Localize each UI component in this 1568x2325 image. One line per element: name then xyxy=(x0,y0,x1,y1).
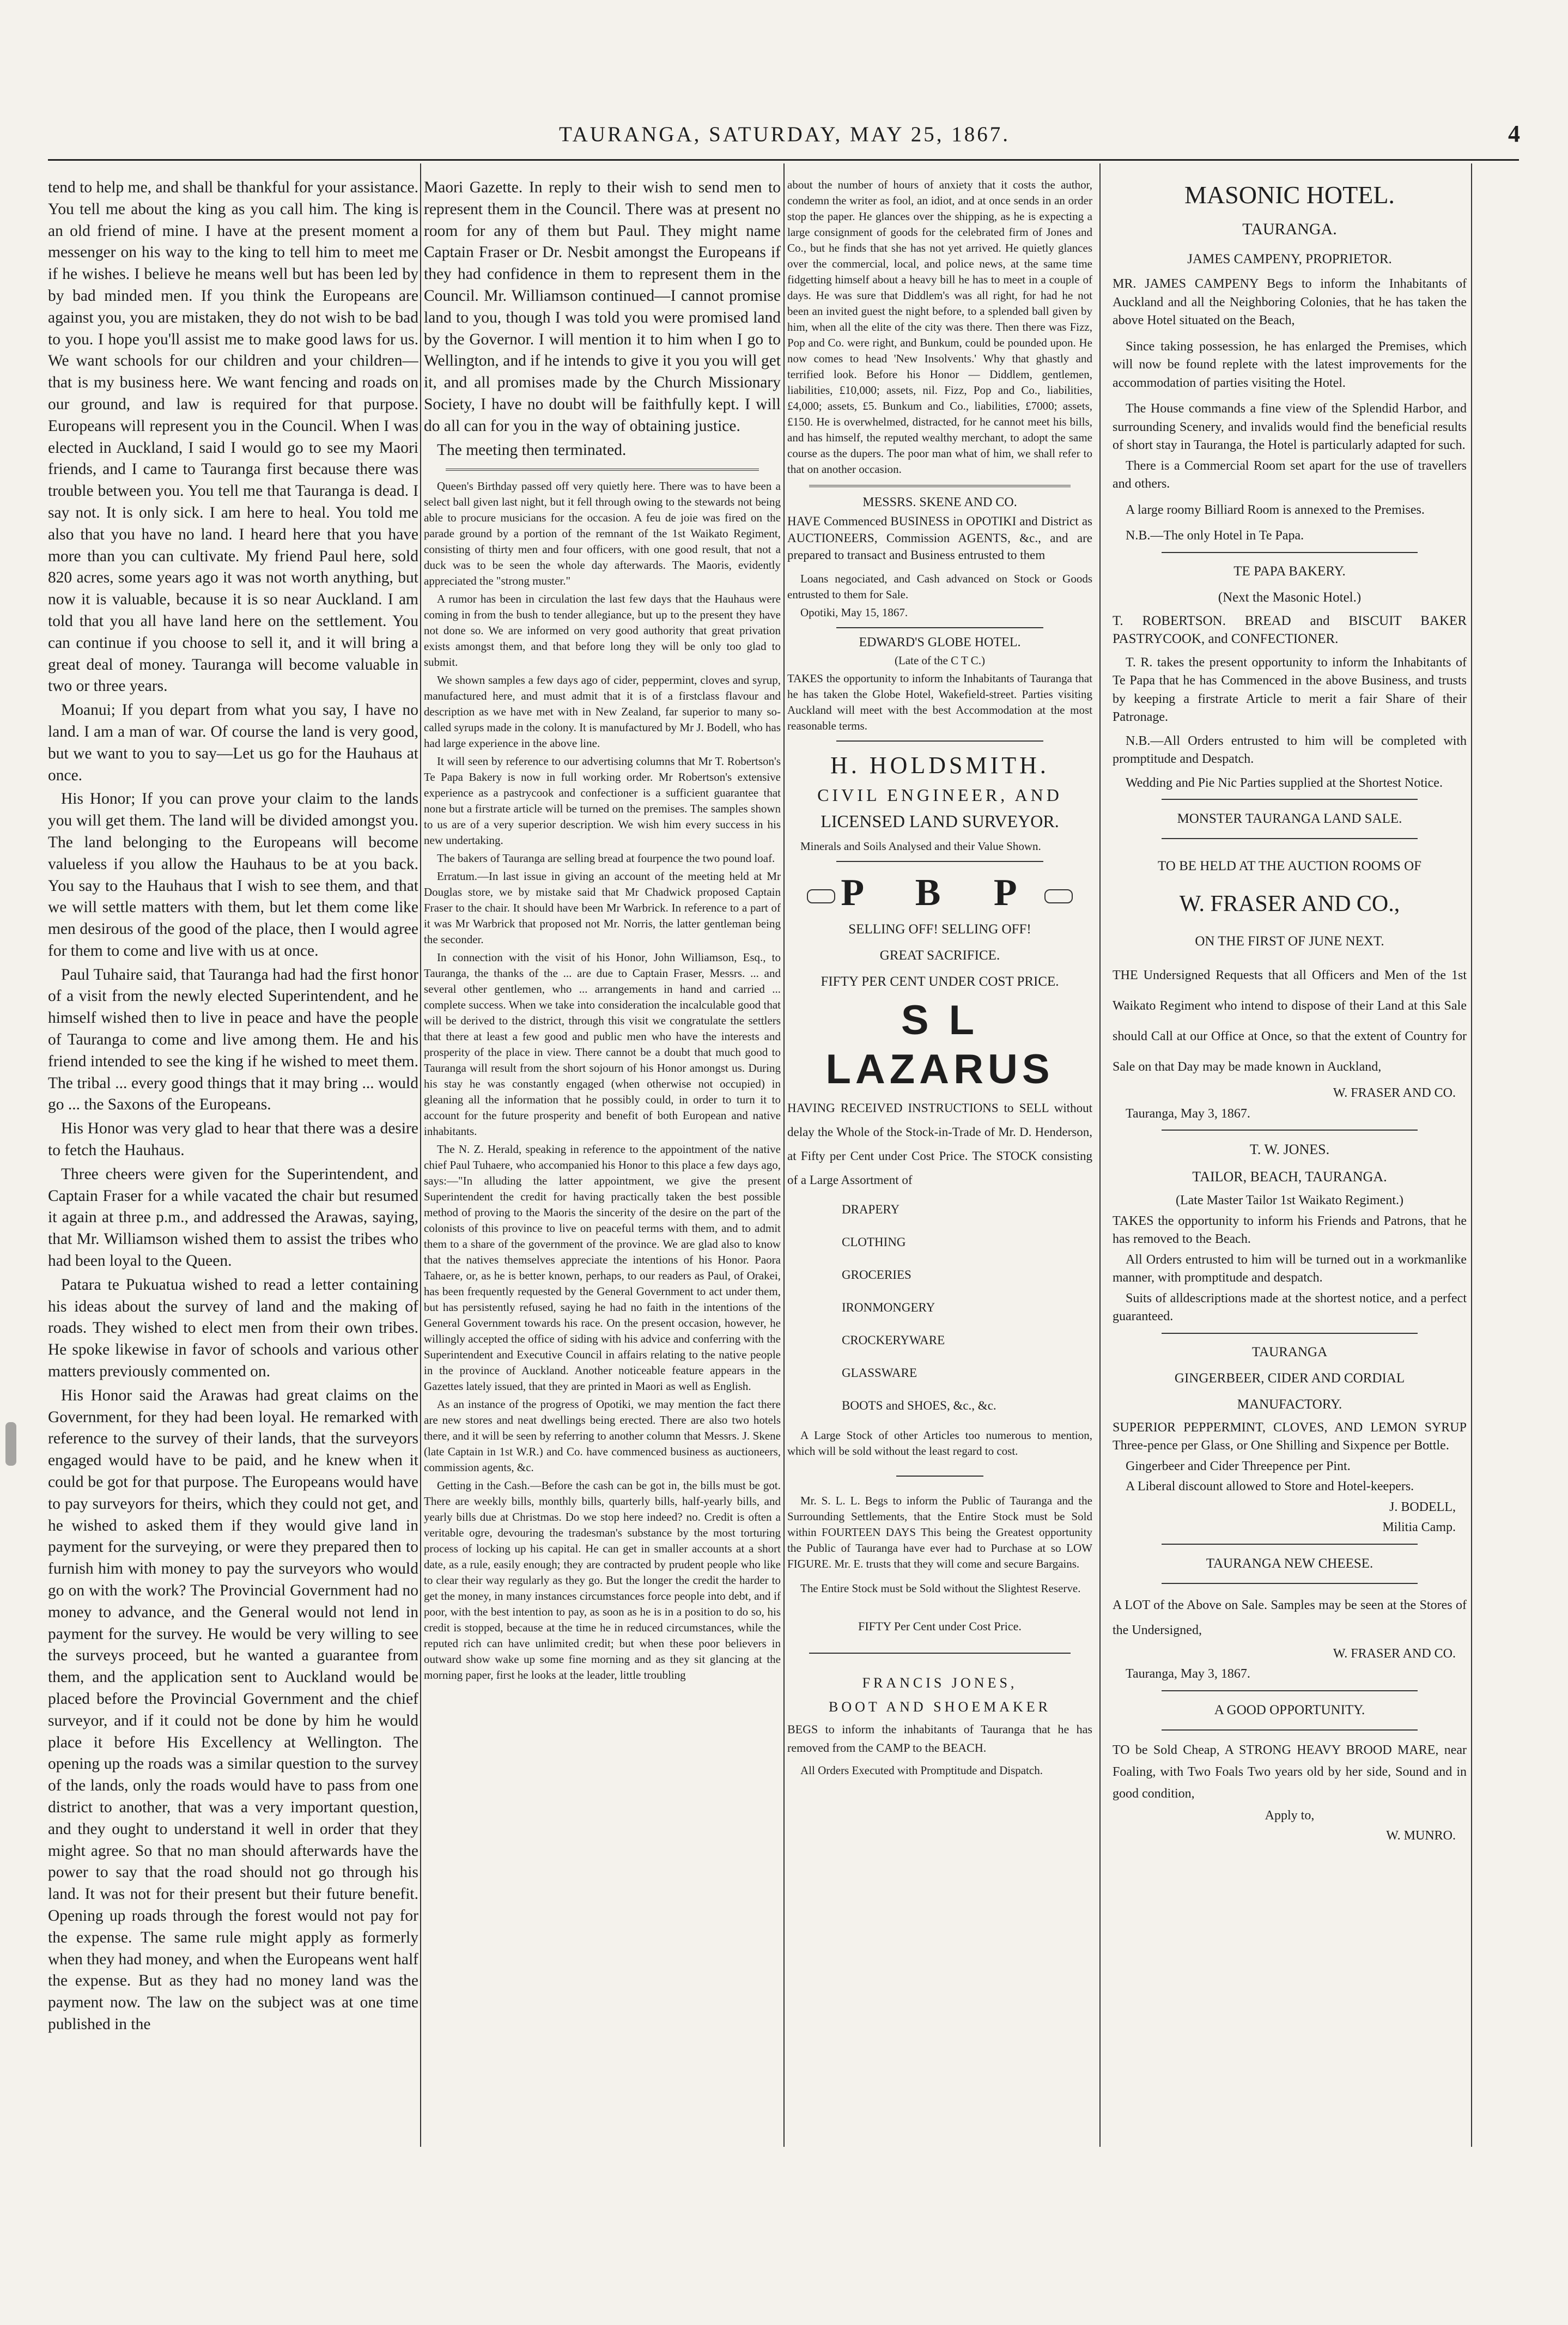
ad-body: All Orders entrusted to him will be turned out in a workmanlike manner, with promptitude and despatch. xyxy=(1113,1252,1467,1285)
ad-heading: W. FRASER AND CO., xyxy=(1179,891,1400,916)
ad-heading: TAURANGA NEW CHEESE. xyxy=(1206,1556,1373,1571)
ad-body: The House commands a fine view of the Splendid Harbor, and surrounding Scenery, and invalids would find the beneficial results of short stay in Tauranga, the Hotel is particularly adapted for such. xyxy=(1113,402,1467,452)
ad-heading: TAURANGA xyxy=(1251,1344,1328,1359)
ad-body: FIFTY Per Cent under Cost Price. xyxy=(858,1619,1022,1633)
section-rule xyxy=(446,469,759,471)
masthead-title: TAURANGA, SATURDAY, MAY 25, 1867. xyxy=(558,123,1011,146)
news-paragraph: As an instance of the progress of Opotiki, we may mention the fact there are new stores and neat dwellings being erected. There are also two hotels there, and it will be seen by referring to another column that Messrs. J. Skene (late Captain in 1st W.R.) and Co. have commenced business as auctioneers, commission agents, &c. xyxy=(424,1398,781,1474)
page-header xyxy=(38,122,1531,155)
ad-rule xyxy=(1162,1130,1418,1131)
ad-body: T. R. takes the present opportunity to inform the Inhabitants of Te Papa that he has Commenced in the above Business, and trusts by keeping a firstrate Article to merit a fair Share of their Patronage. xyxy=(1113,655,1467,724)
news-paragraph: We shown samples a few days ago of cider, peppermint, cloves and syrup, manufactured here, and must admit that it is of a firstclass flavour and description as we have met with in New Zealand, far superior to many so-called syrups made in the colony. It is manufactured by Mr J. Bodell, who has had large experience in the above line. xyxy=(424,673,781,750)
ad-body: A Large Stock of other Articles too numerous to mention, which will be sold without the least regard to cost. xyxy=(787,1429,1092,1458)
ad-rule xyxy=(1162,1544,1418,1545)
ad-signature: W. FRASER AND CO. xyxy=(1333,1646,1456,1661)
news-paragraph: about the number of hours of anxiety that it costs the author, condemn the writer as fool, an idiot, and at once sends in an order stop the paper. He glances over the shipping, as he is expecting a large consignment of goods for the celebrated firm of Jones and Co., but he finds that she has not yet arrived. He quietly glances over the commercial, local, and police news, at the same time fidgetting himself about a heavy bill he has to meet in a couple of days. He was sure that Diddlem's was all right, for had he not been an invited guest the night before, to a splended ball given by him, when all the elite of the city was there. Then there was Fizz, Pop and Co. were right, and Bunkum, could be pounded upon. He now comes to head 'New Insolvents.' Why that ghastly and terrified look. Before his Honor — Diddlem, gentlemen, liabilities, £10,000; assets, nil. Fizz, Pop and Co., liabilities, £4,000; assets, £5. Bunkum and Co., liabilities, £7000; assets, £150. He is overwhelmed, distracted, for he cannot meet his bills, and has himself, the reputed wealthy merchant, to adopt the same course as the dupers. The poor man what of him, we shall refer to that on another occasion. xyxy=(787,178,1092,476)
list-item: IRONMONGERY xyxy=(842,1301,935,1314)
ad-body: N.B.—The only Hotel in Te Papa. xyxy=(1126,529,1304,543)
ad-subheading: BOOT AND SHOEMAKER xyxy=(829,1699,1051,1715)
ad-subheading: TAILOR, BEACH, TAURANGA. xyxy=(1192,1169,1387,1185)
list-item: CLOTHING xyxy=(842,1235,906,1249)
ad-subheading: GREAT SACRIFICE. xyxy=(879,948,1000,963)
ad-signature: J. BODELL, xyxy=(1389,1500,1456,1514)
column-1 xyxy=(48,177,418,2150)
ad-subheading: SELLING OFF! SELLING OFF! xyxy=(848,922,1031,937)
ad-subheading: LICENSED LAND SURVEYOR. xyxy=(821,811,1059,831)
ad-rule xyxy=(836,861,1043,862)
ad-body: T. ROBERTSON. BREAD and BISCUIT BAKER PASTRYCOOK, and CONFECTIONER. xyxy=(1113,613,1467,646)
ad-body: Since taking possession, he has enlarged the Premises, which will now be found replete with the latest improvements for the accommodation of parties visiting the Hotel. xyxy=(1113,339,1467,390)
ad-body: All Orders Executed with Promptitude and Dispatch. xyxy=(800,1764,1043,1777)
ad-rule xyxy=(1162,552,1418,553)
ad-rule xyxy=(896,1476,983,1477)
news-paragraph: The bakers of Tauranga are selling bread at fourpence the two pound loaf. xyxy=(437,852,775,865)
news-paragraph: Queen's Birthday passed off very quietly here. There was to have been a select ball given last night, but it fell through owing to the stewards not being able to procure musicians for the occasion. A feu de joie was fired on the parade ground by a portion of the remnant of the 1st Waikato Regiment, consisting of thirty men and four officers, with one good result, that not a duck was to be seen the whole day afterwards. The Maoris, evidently appreciated the "strong muster." xyxy=(424,479,781,588)
ad-body: MR. JAMES CAMPENY Begs to inform the Inhabitants of Auckland and all the Neighboring Colonies, that he has taken the above Hotel situated on the Beach, xyxy=(1113,277,1467,327)
article-paragraph: Maori Gazette. In reply to their wish to send men to represent them in the Council. There was at present no room for any of them but Paul. They might name Captain Fraser or Dr. Nesbit amongst the Europeans if they had confidence in them to represent them in the Council. Mr. Williamson continued—I cannot promise land to you, though I was told you were promised land by the Governor. I will mention it to him when I go to Wellington, and if he intends to give it you you will get it, and all promises made by the Church Missionary Society, I have no doubt will be faithfully kept. I will do all can for you in the way of obtaining justice. xyxy=(424,179,781,435)
ad-date: Tauranga, May 3, 1867. xyxy=(1126,1106,1250,1121)
pbp-banner xyxy=(787,869,1092,918)
column-divider xyxy=(783,163,785,2147)
ad-signature: W. FRASER AND CO. xyxy=(1333,1086,1456,1100)
ad-heading: EDWARD'S GLOBE HOTEL. xyxy=(859,635,1021,649)
ad-rule xyxy=(1162,1333,1418,1334)
column-4 xyxy=(1113,177,1467,2150)
local-news xyxy=(424,478,781,1683)
ad-rule xyxy=(1162,799,1418,800)
ad-body: Wedding and Pie Nic Parties supplied at the Shortest Notice. xyxy=(1126,775,1443,790)
page-number: 4 xyxy=(1508,120,1520,147)
ad-signature: Militia Camp. xyxy=(1382,1520,1456,1534)
margin-stain xyxy=(5,1422,16,1466)
ad-date: Opotiki, May 15, 1867. xyxy=(800,606,908,619)
list-item: GROCERIES xyxy=(842,1268,911,1282)
pbp-title: P B P xyxy=(841,872,1039,914)
ad-subheading: TAURANGA. xyxy=(1242,220,1337,238)
ad-heading: T. W. JONES. xyxy=(1249,1142,1330,1157)
ad-rule xyxy=(1162,1729,1418,1731)
ad-body: A large roomy Billiard Room is annexed to the Premises. xyxy=(1126,502,1425,517)
article-paragraph: tend to help me, and shall be thankful for your assistance. You tell me about the king as you call him. The king is an old friend of mine. I have at the present moment a messenger on his way to the king to tell him to meet me if he wishes. I believe he means well but has been led by by bad minded men. If you think the Europeans are against you, you are mistaken, they do not wish to be bad to you. I hope you'll assist me to make good laws for us. We want schools for our children and your children—that is my business here. We want fencing and roads on our ground, and law is required for that purpose. Europeans will represent you in the Council. When I was elected in Auckland, I said I would go to see my Maori friends, and I came to Tauranga first because there was trouble between you. You tell me that Tauranga is dead. I say not. It is only sick. I am here to heal. You told me also that you have no land. I heard here that you have more than you can cultivate. My friend Paul here, sold 820 acres, some years ago it was not worth anything, but now it is valuable, because it is so near Auckland. I am told that you all have land here on the settlement. You can continue if you choose to sell it, and it will bring a great deal of money. Tauranga will become valuable in two or three years. xyxy=(48,179,418,695)
ad-body: Loans negociated, and Cash advanced on Stock or Goods entrusted to them for Sale. xyxy=(787,572,1092,601)
ad-body: N.B.—All Orders entrusted to him will be completed with promptitude and Despatch. xyxy=(1113,733,1467,766)
column-divider xyxy=(420,163,421,2147)
ad-rule xyxy=(809,1653,1071,1654)
ad-body: Mr. S. L. L. Begs to inform the Public of Tauranga and the Surrounding Settlements, that the Entire Stock must be Sold within FOURTEEN DAYS This being the Greatest opportunity the Public of Tauranga have ever had to Purchase at so LOW FIGURE. Mr. E. trusts that they will come and secure Bargains. xyxy=(787,1494,1092,1570)
ad-subheading: CIVIL ENGINEER, AND xyxy=(817,785,1062,805)
ad-date: Tauranga, May 3, 1867. xyxy=(1126,1667,1250,1681)
list-item: CROCKERYWARE xyxy=(842,1333,945,1347)
ad-rule xyxy=(1162,1583,1418,1584)
ad-subheading: (Late Master Tailor 1st Waikato Regiment.) xyxy=(1175,1193,1404,1207)
ad-body: BEGS to inform the inhabitants of Tauranga that he has removed from the CAMP to the BEACH. xyxy=(787,1722,1092,1755)
ad-body: The Entire Stock must be Sold without the Slightest Reserve. xyxy=(800,1582,1081,1595)
ad-signature: W. MUNRO. xyxy=(1386,1829,1456,1843)
ad-body: Minerals and Soils Analysed and their Value Shown. xyxy=(800,840,1041,853)
ad-heading: MASONIC HOTEL. xyxy=(1184,181,1395,209)
ad-rule xyxy=(1162,838,1418,839)
ad-subheading: GINGERBEER, CIDER AND CORDIAL xyxy=(1174,1370,1405,1386)
goods-list xyxy=(787,1194,1092,1421)
ad-subheading: JAMES CAMPENY, PROPRIETOR. xyxy=(1187,252,1392,266)
ad-body: TO be Sold Cheap, A STRONG HEAVY BROOD MARE, near Foaling, with Two Foals Two years old by her side, Sound and in good condition, xyxy=(1113,1743,1467,1801)
article-paragraph: His Honor said the Arawas had great claims on the Government, for they had been loyal. He remarked with reference to the survey of their lands, that the surveyors engaged would have to be paid, and he knew when it could be got for that purpose. The Europeans would have to pay surveyors for theirs, which they could not get, and he wished to asked them if they would give land in payment for the surveying, or were they prepared then to furnish him with money to pay the surveyors who would go on with the work? The Provincial Government had no money to advance, and the General would not lend in payment for the survey. He would be very willing to see the surveys proceed, but he wanted a guarantee from them, and the application sent to Auckland would be placed before the Provincial Government and the chief surveyor, and if it could not be done by him he would place it before His Excellency at Wellington. The opening up the roads was a similar question to the survey of the lands, only the roads would have to pass from one district to another, that was a very important question, and they ought to understand it well in order that they might agree. So that no man should afterwards have the power to say that the road should not go through his land. It was not for their present but their future benefit. Opening up roads through the forest would not pay for the expense. The same rule might apply as formerly when they had money, and when the Europeans went half the expense. But as they had no money land was the payment now. The law on the subject was at one time published in the xyxy=(48,1386,418,2033)
article-paragraph: Three cheers were given for the Superintendent, and Captain Fraser for a while vacated the chair but resumed it again at three p.m., and addressed the Arawas, saying, that Mr. Williamson wished them to assist the tribes who had been loyal to the Queen. xyxy=(48,1165,418,1270)
article-paragraph: His Honor; If you can prove your claim to the lands you will get them. The land will be divided amongst you. The land belonging to the Europeans will become valueless if you allow the Hauhaus to be at you back. You say to the Hauhaus that I wish to see them, and that we will settle matters with them, but let them come like men desirous of the good of the place, then I would agree for them to come and live with us at once. xyxy=(48,790,418,960)
article-paragraph: His Honor was very glad to hear that there was a desire to fetch the Hauhaus. xyxy=(48,1120,418,1160)
section-rule xyxy=(809,485,1071,487)
pointing-hand-icon xyxy=(1044,889,1073,903)
list-item: GLASSWARE xyxy=(842,1366,917,1380)
article-paragraph: Paul Tuhaire said, that Tauranga had had the first honor of a visit from the newly elected Superintendent, and he himself wished then to live in peace and have the people of Tauranga to come and live among them. He and his friend intended to see the king if he wished to meet them. The tribal ... every good things that it may bring ... would go ... the Saxons of the Europeans. xyxy=(48,966,418,1114)
ad-heading: TE PAPA BAKERY. xyxy=(1233,563,1346,579)
pointing-hand-icon xyxy=(807,889,835,903)
ad-subheading: FIFTY PER CENT UNDER COST PRICE. xyxy=(821,974,1059,989)
ad-body: HAVING RECEIVED INSTRUCTIONS to SELL without delay the Whole of the Stock-in-Trade of Mr. D. Henderson, at Fifty per Cent under Cost Price. The STOCK consisting of a Large Assortment of xyxy=(787,1101,1092,1187)
ad-heading: FRANCIS JONES, xyxy=(862,1675,1018,1691)
ad-body: Suits of alldescriptions made at the shortest notice, and a perfect guaranteed. xyxy=(1113,1291,1467,1324)
ad-heading: S L LAZARUS xyxy=(825,997,1054,1092)
column-divider xyxy=(1471,163,1472,2147)
header-rule xyxy=(48,159,1519,161)
ad-heading: MESSRS. SKENE AND CO. xyxy=(862,495,1017,509)
ad-rule xyxy=(836,740,1043,742)
news-paragraph: It will seen by reference to our advertising columns that Mr T. Robertson's Te Papa Bakery is now in full working order. Mr Robertson's extensive experience as a pastrycook and confectioner is a sufficient guarantee that none but a firstrate article will be turned on the premises. The samples shown to us are of a very superior description. We wish him every success in his new undertaking. xyxy=(424,755,781,847)
ad-body: THE Undersigned Requests that all Officers and Men of the 1st Waikato Regiment who intend to dispose of their Land at this Sale should Call at our Office at Once, so that the extent of Country for Sale on that Day may be made known in Auckland, xyxy=(1113,968,1467,1074)
ad-body: SUPERIOR PEPPERMINT, CLOVES, AND LEMON SYRUP Three-pence per Glass, or One Shilling and Sixpence per Bottle. xyxy=(1113,1420,1467,1453)
ad-body: Gingerbeer and Cider Threepence per Pint. xyxy=(1126,1459,1351,1473)
ad-body: A Liberal discount allowed to Store and Hotel-keepers. xyxy=(1126,1479,1414,1494)
ad-body: TAKES the opportunity to inform his Friends and Patrons, that he has removed to the Beach. xyxy=(1113,1213,1467,1246)
article-paragraph: Patara te Pukuatua wished to read a letter containing his ideas about the survey of land and the making of roads. They wished to elect men from their own tribes. He spoke likewise in favor of schools and various other matters previously commented on. xyxy=(48,1276,418,1381)
ad-body: TAKES the opportunity to inform the Inhabitants of Tauranga that he has taken the Globe Hotel, Wakefield-street. Parties visiting Auckland will meet with the best Accommodation at the most reasonable terms. xyxy=(787,672,1092,732)
ad-subheading: TO BE HELD AT THE AUCTION ROOMS OF xyxy=(1157,859,1422,873)
ad-subheading: ON THE FIRST OF JUNE NEXT. xyxy=(1195,934,1384,949)
news-paragraph: In connection with the visit of his Honor, John Williamson, Esq., to Tauranga, the thanks of the ... are due to Captain Fraser, Messrs. ... and several other gentlemen, who ... arrangements in hand and carried ... complete success. When we take into consideration the incalculable good that will be derived to the district, through this visit we congratulate the settlers that there at least a few good and public men who have the interests and prosperity of the place in view. There cannot be a doubt that much good to Tauranga will result from the short sojourn of his Honor amongst us. During his stay he was constantly engaged (when otherwise not occupied) in gleaning all the information that he possibly could, in order to turn it to account for the future prosperity and benefit of both European and native inhabitants. xyxy=(424,951,781,1138)
news-paragraph: Erratum.—In last issue in giving an account of the meeting held at Mr Douglas store, we by mistake said that Mr Chadwick proposed Captain Fraser to the chair. It should have been Mr Warbrick. In reference to a part of it was Mr Warbrick that proposed not Mr. Norris, the latter gentleman being the seconder. xyxy=(424,870,781,946)
ad-heading: A GOOD OPPORTUNITY. xyxy=(1214,1702,1365,1717)
column-2 xyxy=(424,177,781,2150)
ad-heading: H. HOLDSMITH. xyxy=(830,752,1049,779)
list-item: BOOTS and SHOES, &c., &c. xyxy=(842,1399,996,1412)
ad-heading: MONSTER TAURANGA LAND SALE. xyxy=(1177,811,1402,826)
ad-subheading: MANUFACTORY. xyxy=(1237,1397,1342,1412)
ad-body: Apply to, xyxy=(1265,1808,1315,1823)
ad-body: There is a Commercial Room set apart for the use of travellers and others. xyxy=(1113,458,1467,491)
ad-body: A LOT of the Above on Sale. Samples may be seen at the Stores of the Undersigned, xyxy=(1113,1598,1467,1637)
column-3 xyxy=(787,177,1092,2150)
ad-subheading: (Next the Masonic Hotel.) xyxy=(1218,590,1362,605)
news-paragraph: A rumor has been in circulation the last few days that the Hauhaus were coming in from the bush to tender allegiance, but up to the present they have not done so. We are informed on very good authority that great privation exists amongst them, and that before long they will be only too glad to submit. xyxy=(424,592,781,669)
article-paragraph: The meeting then terminated. xyxy=(437,441,627,459)
ad-rule xyxy=(1162,1690,1418,1691)
ad-subheading: (Late of the C T C.) xyxy=(894,654,986,667)
news-paragraph: The N. Z. Herald, speaking in reference to the appointment of the native chief Paul Tuhaere, who accompanied his Honor to this place a few days ago, says:—"In alluding the latter appointment, we give the present Superintendent the credit for having practically taken the best possible method of proving to the Maoris the sincerity of the desire on the part of the colonists of this province to live on peaceful terms with them, and to admit them to a share of the government of the province. We are glad also to know that the natives themselves appreciate the intentions of his Honor. Paora Tahaere, or, as he is better known, perhaps, to our readers as Paul, of Orakei, has been frequently requested by the General Government to act under them, but has persistently refused, saying he had no faith in the intentions of the General Government towards his race. On the present occasion, however, he willingly accepted the office of siding with his advice and conferring with the Superintendent and Executive Council in affairs relating to the native people in the province of Auckland. Another noticeable feature appears in the Gazettes lately issued, that they are printed in Maori as well as English. xyxy=(424,1143,781,1393)
list-item: DRAPERY xyxy=(842,1203,900,1216)
ad-body: HAVE Commenced BUSINESS in OPOTIKI and District as AUCTIONEERS, Commission AGENTS, &c., and are prepared to transact and Business entrusted to them xyxy=(787,514,1092,562)
ad-rule xyxy=(836,627,1043,628)
article-paragraph: Moanui; If you depart from what you say, I have no land. I am a man of war. Of course the land is very good, but we want to you to say—Let us go for the Hauhaus at once. xyxy=(48,701,418,784)
column-divider xyxy=(1099,163,1101,2147)
news-paragraph: Getting in the Cash.—Before the cash can be got in, the bills must be got. There are weekly bills, monthly bills, quarterly bills, half-yearly bills, and yearly bills due at Christmas. Do we stop here indeed? no. Credit is often a veritable ogre, devouring the tradesman's substance by the most torturing process of locking up his capital. He can get in smaller accounts at a short date, as a rule, easily enough; they are contracted by prudent people who like to clear their way regularly as they go. But the longer the credit the harder to get the money, in many instances circumstances force people into debt, and if poor, with the best intention to pay, as soon as he is in a position to do so, his credit is stopped, because at the time he in reduced circumstances, while the reputed rich can have unlimited credit; but when these poor believers in outward show wake up some fine morning and as they sit glancing at the morning paper, first he looks at the leader, little troubling xyxy=(424,1479,781,1682)
